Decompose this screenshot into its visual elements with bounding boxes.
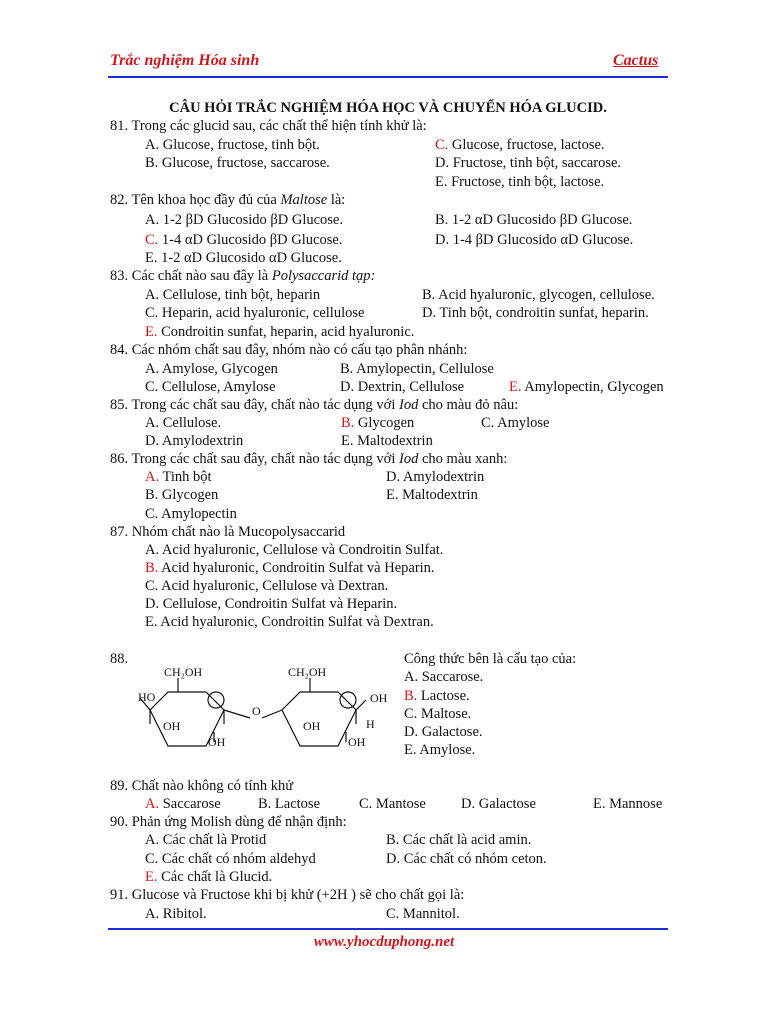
q81-option-e: E. Fructose, tinh bột, lactose.: [435, 174, 605, 190]
q86-answer-letter: A.: [145, 469, 160, 485]
footer-rule: [108, 928, 668, 930]
q81-option-c: C. Glucose, fructose, lactose.: [435, 137, 605, 153]
label-oh-left-inner: OH: [163, 719, 181, 733]
q88-option-b: B. Lactose.: [404, 688, 470, 704]
q89-stem: 89. Chất nào không có tính khử: [110, 778, 294, 794]
right-ring-oxygen: [340, 692, 356, 708]
q85-option-c: C. Amylose: [481, 415, 550, 431]
q84-answer-letter: E.: [509, 379, 522, 395]
label-ch2oh-left: CH₂OH: [164, 665, 203, 679]
q90-option-e: E. Các chất là Glucid.: [145, 869, 273, 885]
q85-answer-letter: B.: [341, 415, 355, 431]
q82-answer-letter: C.: [145, 232, 159, 248]
header-rule: [108, 76, 668, 78]
q89-option-a: A. Saccarose: [145, 796, 221, 812]
q87-option-e: E. Acid hyaluronic, Condroitin Sulfat và Dextran.: [145, 614, 434, 630]
q81-option-d: D. Fructose, tinh bột, saccarose.: [435, 155, 622, 171]
disaccharide-structure: [130, 660, 400, 760]
q83-option-a: A. Cellulose, tinh bột, heparin: [145, 287, 321, 303]
q82-option-b: B. 1-2 αD Glucosido βD Glucose.: [435, 212, 633, 228]
q85-stem: 85. Trong các chất sau đây, chất nào tác dụng với Iod cho màu đỏ nâu:: [110, 397, 519, 413]
q87-option-b: B. Acid hyaluronic, Condroitin Sulfat và Heparin.: [145, 560, 435, 576]
q82-option-d: D. 1-4 βD Glucosido αD Glucose.: [435, 232, 634, 248]
label-ho: HO: [138, 690, 156, 704]
q85-option-d: D. Amylodextrin: [145, 433, 244, 449]
q83-answer-letter: E.: [145, 324, 158, 340]
q86-option-a: A. Tinh bột: [145, 469, 212, 485]
q86-stem: 86. Trong các chất sau đây, chất nào tác dụng với Iod cho màu xanh:: [110, 451, 508, 467]
q88-answer-letter: B.: [404, 688, 418, 704]
q81-stem: 81. Trong các glucid sau, các chất thể hiện tính khử là:: [110, 118, 427, 134]
q83-option-d: D. Tinh bột, condroitin sunfat, heparin.: [422, 305, 649, 321]
q83-stem: 83. Các chất nào sau đây là Polysaccarid tạp:: [110, 268, 376, 284]
label-bridge-o: O: [252, 704, 261, 718]
q91-option-a: A. Ribitol.: [145, 906, 207, 922]
q90-option-d: D. Các chất có nhóm ceton.: [386, 851, 547, 867]
q90-stem: 90. Phản ứng Molish dùng để nhận định:: [110, 814, 347, 830]
label-oh-right-top: OH: [370, 691, 388, 705]
q84-option-c: C. Cellulose, Amylose: [145, 379, 276, 395]
q90-option-b: B. Các chất là acid amin.: [386, 832, 532, 848]
q86-option-e: E. Maltodextrin: [386, 487, 478, 503]
q88-stem: Công thức bên là cấu tạo của:: [404, 651, 577, 667]
q81-option-a: A. Glucose, fructose, tinh bột.: [145, 137, 320, 153]
q89-option-d: D. Galactose: [461, 796, 536, 812]
q85-option-e: E. Maltodextrin: [341, 433, 433, 449]
q89-answer-letter: A.: [145, 796, 160, 812]
q87-option-a: A. Acid hyaluronic, Cellulose và Condroitin Sulfat.: [145, 542, 444, 558]
q86-option-b: B. Glycogen: [145, 487, 219, 503]
label-ch2oh-right: CH₂OH: [288, 665, 327, 679]
q82-option-e: E. 1-2 αD Glucosido αD Glucose.: [145, 250, 342, 266]
q87-stem: 87. Nhóm chất nào là Mucopolysaccarid: [110, 524, 346, 540]
q84-option-e: E. Amylopectin, Glycogen: [509, 379, 664, 395]
header-title: Trắc nghiệm Hóa sinh: [110, 52, 260, 69]
q87-option-c: C. Acid hyaluronic, Cellulose và Dextran.: [145, 578, 389, 594]
q81-option-b: B. Glucose, fructose, saccarose.: [145, 155, 330, 171]
q86-option-d: D. Amylodextrin: [386, 469, 485, 485]
q87-option-d: D. Cellulose, Condroitin Sulfat và Heparin.: [145, 596, 398, 612]
left-ring-oxygen: [208, 692, 224, 708]
q88-option-e: E. Amylose.: [404, 742, 476, 758]
header-author: Cactus: [613, 52, 659, 69]
q84-option-b: B. Amylopectin, Cellulose: [340, 361, 494, 377]
footer-link[interactable]: www.yhocduphong.net: [313, 934, 455, 950]
q88-option-a: A. Saccarose.: [404, 669, 484, 685]
label-oh-left-bottom: OH: [208, 735, 226, 749]
q91-stem: 91. Glucose và Fructose khi bị khử (+2H ) sẽ cho chất gọi là:: [110, 887, 465, 903]
q84-option-d: D. Dextrin, Cellulose: [340, 379, 465, 395]
q90-option-a: A. Các chất là Protid: [145, 832, 267, 848]
q81-answer-letter: C.: [435, 137, 449, 153]
q90-answer-letter: E.: [145, 869, 158, 885]
label-h-right: H: [366, 717, 375, 731]
q86-option-c: C. Amylopectin: [145, 506, 237, 522]
label-oh-right-bottom: OH: [348, 735, 366, 749]
label-oh-right-inner: OH: [303, 719, 321, 733]
q87-answer-letter: B.: [145, 560, 159, 576]
q85-option-a: A. Cellulose.: [145, 415, 222, 431]
structure-labels: [138, 665, 388, 749]
document-title: CÂU HỎI TRẮC NGHIỆM HÓA HỌC VÀ CHUYỂN HÓA GLUCID.: [169, 100, 607, 116]
q91-option-c: C. Mannitol.: [386, 906, 460, 922]
q85-option-b: B. Glycogen: [341, 415, 415, 431]
q90-option-c: C. Các chất có nhóm aldehyd: [145, 851, 316, 867]
q89-option-c: C. Mantose: [359, 796, 426, 812]
q88-option-c: C. Maltose.: [404, 706, 472, 722]
q83-option-e: E. Condroitin sunfat, heparin, acid hyaluronic.: [145, 324, 415, 340]
q83-option-c: C. Heparin, acid hyaluronic, cellulose: [145, 305, 365, 321]
q88-number: 88.: [110, 651, 129, 667]
q83-option-b: B. Acid hyaluronic, glycogen, cellulose.: [422, 287, 655, 303]
q82-stem: 82. Tên khoa học đầy đủ của Maltose là:: [110, 192, 346, 208]
q82-option-c: C. 1-4 αD Glucosido βD Glucose.: [145, 232, 343, 248]
q82-option-a: A. 1-2 βD Glucosido βD Glucose.: [145, 212, 343, 228]
q88-option-d: D. Galactose.: [404, 724, 483, 740]
q84-option-a: A. Amylose, Glycogen: [145, 361, 278, 377]
q89-option-e: E. Mannose: [593, 796, 663, 812]
q84-stem: 84. Các nhóm chất sau đây, nhóm nào có cấu tạo phân nhánh:: [110, 342, 468, 358]
q89-option-b: B. Lactose: [258, 796, 321, 812]
